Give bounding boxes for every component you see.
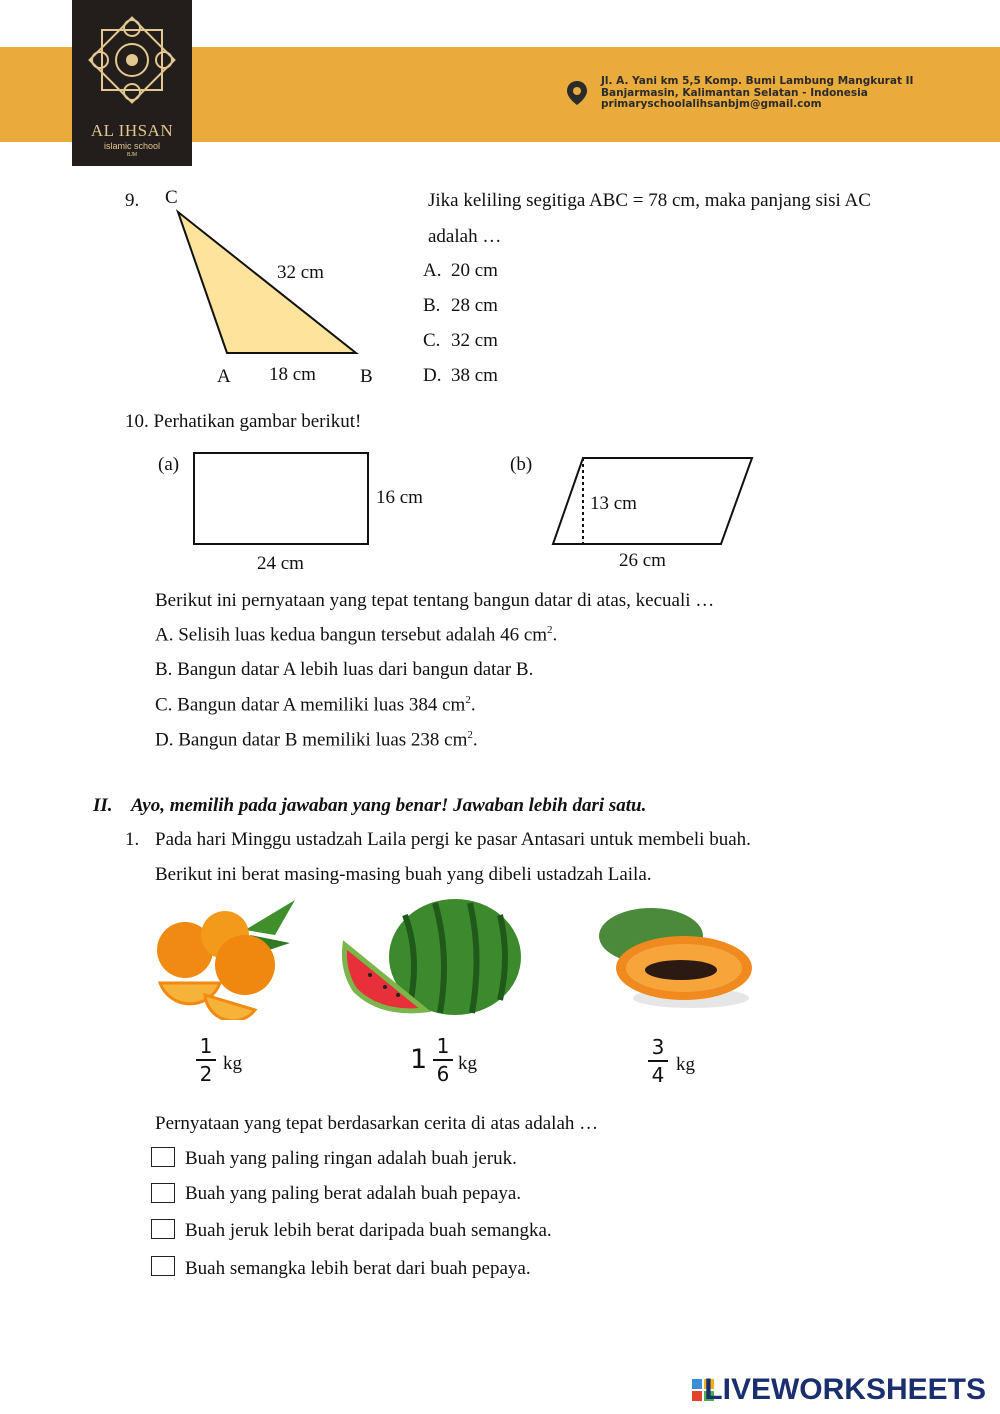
q9-option-c[interactable]: C. 32 cm (423, 330, 498, 351)
watermelon-weight-whole: 1 (410, 1044, 428, 1075)
address-line: Banjarmasin, Kalimantan Selatan - Indonesia (601, 86, 868, 99)
rectangle-shape (194, 453, 368, 544)
watermelon-weight-fraction: 1 6 (433, 1034, 453, 1086)
logo-name: AL IHSAN (90, 121, 174, 140)
orange-image (150, 895, 300, 1020)
q1-line2: Berikut ini berat masing-masing buah yang dibeli ustadzah Laila. (155, 864, 652, 885)
para-base-label: 26 cm (619, 550, 666, 571)
triangle-abc (178, 212, 356, 353)
location-pin-icon (566, 80, 588, 106)
vertex-c: C (165, 187, 178, 208)
choice-4-checkbox[interactable] (151, 1256, 175, 1276)
q10-option-d[interactable]: D. Bangun datar B memiliki luas 238 $cm^2$. (155, 729, 478, 751)
para-height-label: 13 cm (590, 493, 637, 514)
side-cb-label: 32 cm (277, 262, 324, 283)
rectangle-figure (190, 450, 372, 548)
choice-1-label: Buah yang paling ringan adalah buah jeruk. (185, 1148, 517, 1169)
logo-location: BJM (127, 152, 137, 158)
papaya-weight-unit: kg (676, 1054, 695, 1075)
q9-option-b[interactable]: B. 28 cm (423, 295, 498, 316)
q10-option-b[interactable]: B. Bangun datar A lebih luas dari bangun datar B. (155, 659, 534, 680)
logo-subtitle: islamic school (103, 141, 161, 151)
choice-4-label: Buah semangka lebih berat dari buah pepaya. (185, 1258, 531, 1279)
address-line: Jl. A. Yani km 5,5 Komp. Bumi Lambung Mangkurat II (601, 75, 914, 87)
school-address (601, 76, 913, 111)
watermelon-weight-unit: kg (458, 1053, 477, 1074)
q9-option-d[interactable]: D. 38 cm (423, 365, 498, 386)
q9-question: Jika keliling segitiga ABC = 78 cm, maka panjang sisi AC (428, 190, 871, 211)
choice-3-label: Buah jeruk lebih berat daripada buah semangka. (185, 1220, 552, 1241)
school-email: primaryschoolalihsanbjm@gmail.com (601, 98, 822, 110)
q10-prompt: 10. Perhatikan gambar berikut! (125, 411, 362, 432)
vertex-b: B (360, 366, 373, 387)
vertex-a: A (217, 366, 231, 387)
q9-option-a[interactable]: A. 20 cm (423, 260, 498, 281)
q9-number: 9. (125, 190, 140, 211)
q1-number: 1. (125, 829, 140, 850)
choice-2-checkbox[interactable] (151, 1183, 175, 1203)
orange-weight-fraction: 1 2 (196, 1034, 216, 1086)
q1-statement: Pernyataan yang tepat berdasarkan cerita di atas adalah … (155, 1113, 599, 1134)
liveworksheets-brand[interactable]: LIVEWORKSHEETS (704, 1373, 986, 1406)
rect-height-label: 16 cm (376, 487, 423, 508)
choice-1-checkbox[interactable] (151, 1147, 175, 1167)
rect-width-label: 24 cm (257, 553, 304, 574)
q10-option-a[interactable]: A. Selisih luas kedua bangun tersebut adalah 46 $cm^2$. (155, 624, 558, 646)
q1-line1: Pada hari Minggu ustadzah Laila pergi ke pasar Antasari untuk membeli buah. (155, 829, 751, 850)
section-heading: II. Ayo, memilih pada jawaban yang benar! Jawaban lebih dari satu. (93, 795, 647, 816)
side-ab-label: 18 cm (269, 364, 316, 385)
papaya-image (596, 898, 758, 1023)
orange-weight-unit: kg (223, 1053, 242, 1074)
q10-option-c[interactable]: C. Bangun datar A memiliki luas 384 $cm^2$. (155, 694, 476, 716)
q9-question-cont: adalah … (428, 226, 502, 247)
ornament-icon (72, 0, 192, 120)
choice-2-label: Buah yang paling berat adalah buah pepaya. (185, 1183, 522, 1204)
q10-statement: Berikut ini pernyataan yang tepat tentang bangun datar di atas, kecuali … (155, 590, 715, 611)
figure-a-label: (a) (158, 454, 180, 475)
watermelon-image (340, 895, 525, 1020)
figure-b-label: (b) (510, 454, 533, 475)
papaya-weight-fraction: 3 4 (648, 1035, 668, 1087)
parallelogram-figure (548, 452, 760, 550)
choice-3-checkbox[interactable] (151, 1219, 175, 1239)
